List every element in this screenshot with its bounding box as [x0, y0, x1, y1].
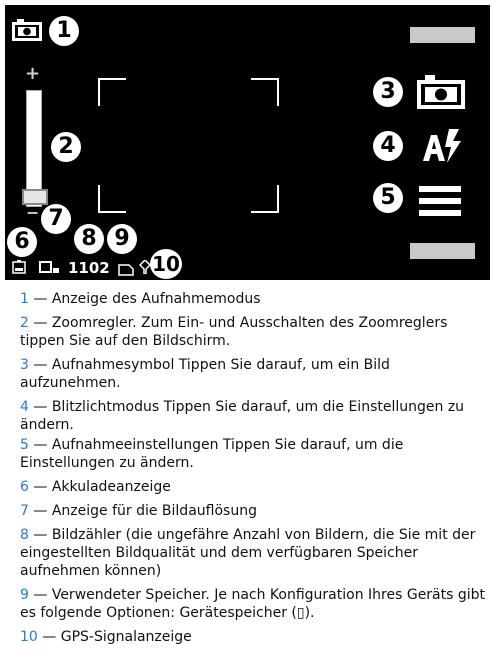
legend-item-2	[20, 314, 490, 350]
focus-corner-top-right	[251, 78, 279, 106]
legend-number: 9	[20, 587, 29, 603]
legend-separator: —	[28, 291, 52, 307]
legend-item-1	[20, 290, 490, 308]
legend-separator: —	[28, 357, 52, 373]
legend-number: 8	[20, 527, 29, 543]
legend-number: 5	[20, 437, 29, 453]
focus-corner-bottom-left	[98, 185, 126, 213]
legend-text: Verwendeter Speicher. Je nach Konfiguration Ihres Geräts gibt es folgende Optionen: Gerätespeicher (▯).	[20, 587, 486, 621]
legend-text: Bildzähler (die ungefähre Anzahl von Bildern, die Sie mit der eingestellten Bildqualität und dem verfügbaren Speicher aufnehmen können)	[20, 527, 476, 579]
callout-10: 10	[150, 249, 182, 279]
legend-item-5	[20, 436, 490, 472]
legend-item-7	[20, 502, 490, 520]
callout-8: 8	[74, 224, 104, 254]
legend-text: Zoomregler. Zum Ein- und Ausschalten des Zoomreglers tippen Sie auf den Bildschirm.	[20, 315, 448, 349]
top-right-bar	[410, 27, 475, 43]
callout-9: 9	[107, 224, 137, 254]
legend-separator: —	[28, 527, 52, 543]
battery-icon	[12, 259, 26, 273]
legend-text: Akkuladeanzeige	[51, 479, 171, 495]
legend-separator: —	[28, 587, 52, 603]
legend-separator: —	[28, 315, 52, 331]
resolution-icon	[38, 259, 60, 273]
callout-4: 4	[373, 131, 403, 161]
legend-list	[20, 290, 490, 652]
legend-number: 3	[20, 357, 29, 373]
callout-1: 1	[49, 16, 79, 46]
legend-item-4	[20, 398, 490, 434]
legend-text: Anzeige des Aufnahmemodus	[51, 291, 261, 307]
legend-text: Aufnahmesymbol Tippen Sie darauf, um ein Bild aufzunehmen.	[20, 357, 390, 391]
callout-7: 7	[41, 204, 71, 234]
focus-corner-top-left	[98, 78, 126, 106]
callout-3: 3	[373, 77, 403, 107]
legend-text: GPS-Signalanzeige	[60, 629, 192, 645]
legend-separator: —	[28, 399, 52, 415]
legend-item-9	[20, 586, 490, 622]
legend-separator: —	[28, 503, 52, 519]
legend-number: 6	[20, 479, 29, 495]
bottom-right-bar	[410, 243, 475, 259]
legend-item-8	[20, 526, 490, 580]
camera-mode-icon[interactable]	[11, 19, 43, 43]
legend-text: Blitzlichtmodus Tippen Sie darauf, um die Einstellungen zu ändern.	[20, 399, 465, 433]
legend-item-3	[20, 356, 490, 392]
legend-separator: —	[28, 437, 52, 453]
legend-item-6	[20, 478, 490, 496]
memory-card-icon	[118, 261, 134, 273]
menu-icon[interactable]	[419, 185, 461, 217]
callout-6: 6	[7, 227, 37, 257]
gps-signal-icon	[139, 259, 151, 273]
flash-auto-icon[interactable]	[419, 127, 463, 165]
callout-2: 2	[51, 132, 81, 162]
zoom-plus-label: +	[25, 63, 41, 84]
camera-viewfinder[interactable]	[5, 5, 490, 280]
callout-5: 5	[373, 183, 403, 213]
legend-text: Aufnahmeeinstellungen Tippen Sie darauf, um die Einstellungen zu ändern.	[20, 437, 404, 471]
legend-text: Anzeige für die Bildauflösung	[51, 503, 257, 519]
legend-number: 10	[20, 629, 38, 645]
legend-number: 7	[20, 503, 29, 519]
camera-shutter-icon[interactable]	[415, 75, 467, 111]
zoom-minus-label: −	[26, 203, 40, 222]
legend-number: 2	[20, 315, 29, 331]
legend-item-10	[20, 628, 490, 646]
legend-number: 1	[20, 291, 29, 307]
legend-separator: —	[37, 629, 61, 645]
legend-number: 4	[20, 399, 29, 415]
focus-corner-bottom-right	[251, 185, 279, 213]
image-counter: 1102	[68, 259, 110, 277]
legend-separator: —	[28, 479, 52, 495]
